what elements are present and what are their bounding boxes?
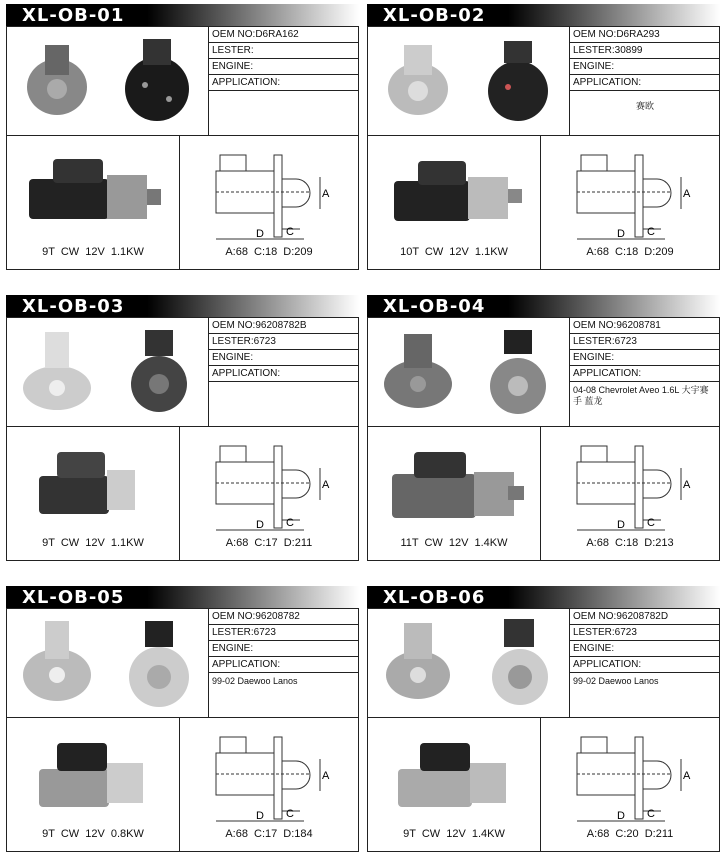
- dim-d-label: D: [617, 228, 625, 240]
- product-card: [6, 586, 359, 851]
- dimension-diagram: [541, 137, 719, 245]
- card-title-bar: [367, 295, 720, 317]
- application-text: [209, 382, 359, 388]
- starter-side-image: [368, 428, 540, 536]
- oem-no: OEM NO:96208782B: [209, 318, 359, 334]
- lester: LESTER:6723: [570, 625, 720, 641]
- engine: ENGINE:: [570, 59, 720, 75]
- dims-line: A:68 C:18 D:209: [225, 246, 313, 258]
- card-title: XL-OB-05: [22, 587, 125, 608]
- starter-side-image: [7, 428, 179, 536]
- dim-d-label: D: [617, 810, 625, 822]
- dims-line: A:68 C:18 D:209: [586, 246, 674, 258]
- card-title-bar: [6, 586, 359, 608]
- lester: LESTER:30899: [570, 43, 720, 59]
- lester: LESTER:6723: [209, 625, 359, 641]
- card-frame: [367, 608, 720, 852]
- application-text: 04-08 Chevrolet Aveo 1.6L 大宇赛手 蓝龙: [573, 385, 709, 406]
- card-title: XL-OB-01: [22, 5, 125, 26]
- spec-table: [569, 27, 720, 135]
- lester: LESTER:6723: [570, 334, 720, 350]
- card-frame: [6, 608, 359, 852]
- lester: LESTER:: [209, 43, 359, 59]
- engine: ENGINE:: [209, 59, 359, 75]
- dims-line: A:68 C:18 D:213: [586, 537, 674, 549]
- dim-d-label: D: [256, 519, 264, 531]
- engine: ENGINE:: [570, 350, 720, 366]
- dimension-diagram: [180, 719, 358, 827]
- starter-side-image: [7, 137, 179, 245]
- dims-line: A:68 C:20 D:211: [586, 828, 674, 840]
- dim-a-label: A: [322, 479, 330, 491]
- card-title-bar: [6, 295, 359, 317]
- oem-no: OEM NO:D6RA162: [209, 27, 359, 43]
- application: APPLICATION:: [209, 366, 359, 382]
- card-title-bar: [367, 4, 720, 26]
- engine: ENGINE:: [209, 350, 359, 366]
- oem-no: OEM NO:D6RA293: [570, 27, 720, 43]
- dim-c-label: C: [647, 226, 655, 238]
- starter-side-image: [368, 719, 540, 827]
- application: APPLICATION:: [209, 657, 359, 673]
- application: APPLICATION:: [570, 366, 720, 382]
- card-title: XL-OB-03: [22, 296, 125, 317]
- application-text: [209, 91, 359, 97]
- product-card: [367, 4, 720, 269]
- engine: ENGINE:: [209, 641, 359, 657]
- card-frame: [367, 26, 720, 270]
- spec-line: 9T CW 12V 1.1KW: [42, 537, 144, 549]
- application: APPLICATION:: [570, 75, 720, 91]
- card-frame: [367, 317, 720, 561]
- dim-d-label: D: [256, 228, 264, 240]
- application-text: 99-02 Daewoo Lanos: [573, 676, 659, 686]
- starter-front-image: [368, 609, 468, 717]
- dim-a-label: A: [683, 188, 691, 200]
- starter-back-image: [107, 318, 208, 426]
- spec-table: [569, 609, 720, 717]
- dims-line: A:68 C:17 D:211: [225, 537, 313, 549]
- starter-front-image: [7, 609, 107, 717]
- dim-c-label: C: [286, 517, 294, 529]
- starter-back-image: [107, 27, 208, 135]
- product-card: [367, 586, 720, 851]
- dimension-diagram: [180, 428, 358, 536]
- product-card: [367, 295, 720, 560]
- card-title: XL-OB-02: [383, 5, 486, 26]
- dim-c-label: C: [286, 226, 294, 238]
- spec-line: 9T CW 12V 1.4KW: [403, 828, 505, 840]
- application: APPLICATION:: [570, 657, 720, 673]
- lester: LESTER:6723: [209, 334, 359, 350]
- dim-a-label: A: [322, 770, 330, 782]
- card-title-bar: [6, 4, 359, 26]
- dimension-diagram: [541, 428, 719, 536]
- dimension-diagram: [541, 719, 719, 827]
- dimension-diagram: [180, 137, 358, 245]
- starter-back-image: [468, 318, 569, 426]
- dim-a-label: A: [683, 770, 691, 782]
- starter-side-image: [368, 137, 540, 245]
- oem-no: OEM NO:96208782D: [570, 609, 720, 625]
- oem-no: OEM NO:96208782: [209, 609, 359, 625]
- starter-front-image: [368, 318, 468, 426]
- starter-back-image: [468, 609, 569, 717]
- spec-table: [208, 609, 359, 717]
- card-title: XL-OB-04: [383, 296, 486, 317]
- spec-table: [208, 27, 359, 135]
- dim-c-label: C: [286, 808, 294, 820]
- dim-d-label: D: [617, 519, 625, 531]
- spec-line: 9T CW 12V 0.8KW: [42, 828, 144, 840]
- application-text: 赛欧: [635, 101, 654, 111]
- dim-a-label: A: [322, 188, 330, 200]
- dims-line: A:68 C:17 D:184: [225, 828, 313, 840]
- application-text: 99-02 Daewoo Lanos: [212, 676, 298, 686]
- card-title-bar: [367, 586, 720, 608]
- spec-line: 11T CW 12V 1.4KW: [400, 537, 508, 549]
- engine: ENGINE:: [570, 641, 720, 657]
- spec-table: [569, 318, 720, 426]
- starter-back-image: [107, 609, 208, 717]
- application: APPLICATION:: [209, 75, 359, 91]
- spec-table: [208, 318, 359, 426]
- starter-front-image: [368, 27, 468, 135]
- starter-front-image: [7, 27, 107, 135]
- dim-a-label: A: [683, 479, 691, 491]
- starter-back-image: [468, 27, 569, 135]
- starter-front-image: [7, 318, 107, 426]
- spec-line: 9T CW 12V 1.1KW: [42, 246, 144, 258]
- spec-line: 10T CW 12V 1.1KW: [400, 246, 508, 258]
- oem-no: OEM NO:96208781: [570, 318, 720, 334]
- product-card: [6, 295, 359, 560]
- product-card: [6, 4, 359, 269]
- dim-c-label: C: [647, 517, 655, 529]
- dim-d-label: D: [256, 810, 264, 822]
- card-frame: [6, 317, 359, 561]
- starter-side-image: [7, 719, 179, 827]
- card-frame: [6, 26, 359, 270]
- card-title: XL-OB-06: [383, 587, 486, 608]
- dim-c-label: C: [647, 808, 655, 820]
